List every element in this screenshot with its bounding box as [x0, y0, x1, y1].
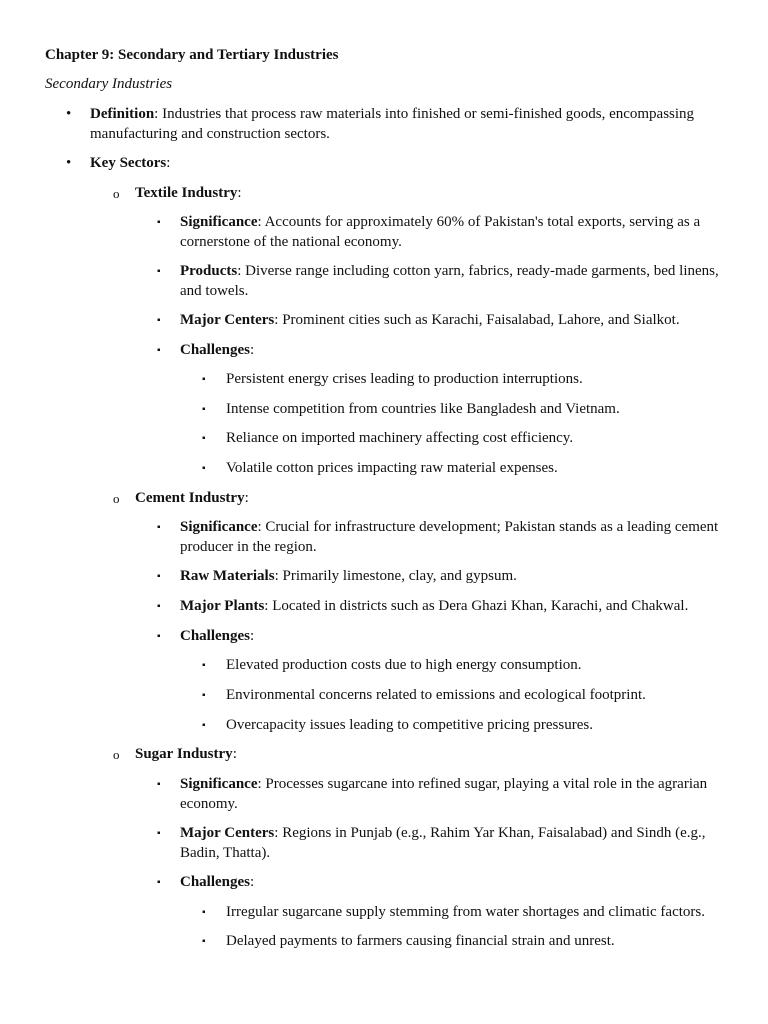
cement-challenge-item: Environmental concerns related to emissions and ecological footprint.: [226, 687, 646, 703]
sugar-centers-item: [180, 824, 735, 863]
textile-significance-label: Significance: [180, 214, 258, 230]
definition-label: Definition: [90, 106, 155, 122]
cement-challenge-item: Overcapacity issues leading to competitive pricing pressures.: [226, 717, 593, 733]
cement-challenge-item: Elevated production costs due to high energy consumption.: [226, 657, 582, 673]
textile-name: Textile Industry: [135, 185, 238, 201]
textile-products-text: : Diverse range including cotton yarn, fabrics, ready-made garments, bed linens, and towels.: [180, 263, 719, 299]
textile-challenge-item: Reliance on imported machinery affecting cost efficiency.: [226, 430, 574, 446]
key-sectors-item: [90, 154, 170, 174]
key-sectors-suffix: :: [166, 155, 171, 171]
square-bullet-icon: ▪: [157, 877, 161, 888]
cement-significance-text: : Crucial for infrastructure development; Pakistan stands as a leading cement producer in the region.: [180, 519, 719, 555]
textile-products-item: [180, 262, 735, 301]
square-bullet-icon: ▪: [202, 463, 206, 474]
square-bullet-icon: ▪: [202, 907, 206, 918]
chapter-title: Chapter 9: Secondary and Tertiary Industries: [45, 47, 339, 63]
cement-raw-materials-label: Raw Materials: [180, 568, 275, 584]
cement-suffix: :: [244, 490, 249, 506]
bullet-icon: •: [66, 155, 72, 171]
textile-significance-text: : Accounts for approximately 60% of Pakistan's total exports, serving as a cornerstone of the national economy.: [180, 214, 701, 250]
textile-products-label: Products: [180, 263, 238, 279]
cement-industry-heading: [135, 489, 249, 509]
key-sectors-label: Key Sectors: [90, 155, 167, 171]
cement-challenges-label: Challenges: [180, 628, 251, 644]
textile-significance-item: [180, 213, 735, 252]
square-bullet-icon: ▪: [157, 315, 161, 326]
sugar-significance-label: Significance: [180, 776, 258, 792]
sugar-challenge-item: Delayed payments to farmers causing financial strain and unrest.: [226, 933, 615, 949]
textile-centers-label: Major Centers: [180, 312, 275, 328]
sugar-centers-label: Major Centers: [180, 825, 275, 841]
cement-challenges-suffix: :: [250, 628, 255, 644]
textile-challenges-heading: [180, 341, 254, 361]
square-bullet-icon: ▪: [202, 690, 206, 701]
textile-challenge-item: Persistent energy crises leading to production interruptions.: [226, 371, 583, 387]
cement-plants-label: Major Plants: [180, 598, 265, 614]
textile-challenge-item: Volatile cotton prices impacting raw material expenses.: [226, 460, 558, 476]
textile-challenges-label: Challenges: [180, 342, 251, 358]
sugar-name: Sugar Industry: [135, 746, 233, 762]
definition-item: [90, 105, 720, 144]
bullet-icon: •: [66, 106, 72, 122]
sugar-significance-item: [180, 775, 735, 814]
sugar-challenges-heading: [180, 873, 254, 893]
textile-centers-text: : Prominent cities such as Karachi, Faisalabad, Lahore, and Sialkot.: [274, 312, 680, 328]
circle-bullet-icon: o: [113, 491, 120, 506]
circle-bullet-icon: o: [113, 747, 120, 762]
square-bullet-icon: ▪: [157, 522, 161, 533]
square-bullet-icon: ▪: [202, 404, 206, 415]
definition-text: : Industries that process raw materials into finished or semi-finished goods, encompassing manufacturing and construction sectors.: [90, 106, 695, 142]
cement-raw-materials-text: : Primarily limestone, clay, and gypsum.: [274, 568, 517, 584]
square-bullet-icon: ▪: [157, 217, 161, 228]
square-bullet-icon: ▪: [202, 433, 206, 444]
sugar-challenges-suffix: :: [250, 874, 255, 890]
textile-challenge-item: Intense competition from countries like Bangladesh and Vietnam.: [226, 401, 620, 417]
square-bullet-icon: ▪: [157, 571, 161, 582]
sugar-challenge-item: Irregular sugarcane supply stemming from water shortages and climatic factors.: [226, 904, 705, 920]
sugar-challenges-label: Challenges: [180, 874, 251, 890]
square-bullet-icon: ▪: [157, 266, 161, 277]
square-bullet-icon: ▪: [157, 345, 161, 356]
sugar-significance-text: : Processes sugarcane into refined sugar, playing a vital role in the agrarian economy.: [180, 776, 708, 812]
square-bullet-icon: ▪: [157, 828, 161, 839]
square-bullet-icon: ▪: [157, 601, 161, 612]
cement-plants-item: [180, 597, 688, 617]
square-bullet-icon: ▪: [202, 660, 206, 671]
cement-plants-text: : Located in districts such as Dera Ghazi Khan, Karachi, and Chakwal.: [264, 598, 689, 614]
cement-raw-materials-item: [180, 567, 517, 587]
square-bullet-icon: ▪: [157, 631, 161, 642]
circle-bullet-icon: o: [113, 186, 120, 201]
textile-challenges-suffix: :: [250, 342, 255, 358]
cement-significance-item: [180, 518, 735, 557]
cement-challenges-heading: [180, 627, 254, 647]
textile-industry-heading: [135, 184, 242, 204]
textile-centers-item: [180, 311, 680, 331]
sugar-industry-heading: [135, 745, 237, 765]
cement-significance-label: Significance: [180, 519, 258, 535]
sugar-centers-text: : Regions in Punjab (e.g., Rahim Yar Khan, Faisalabad) and Sindh (e.g., Badin, Thatta).: [180, 825, 706, 861]
sugar-suffix: :: [232, 746, 237, 762]
square-bullet-icon: ▪: [157, 779, 161, 790]
square-bullet-icon: ▪: [202, 374, 206, 385]
cement-name: Cement Industry: [135, 490, 245, 506]
section-title: Secondary Industries: [45, 76, 173, 92]
square-bullet-icon: ▪: [202, 720, 206, 731]
square-bullet-icon: ▪: [202, 936, 206, 947]
textile-suffix: :: [237, 185, 242, 201]
